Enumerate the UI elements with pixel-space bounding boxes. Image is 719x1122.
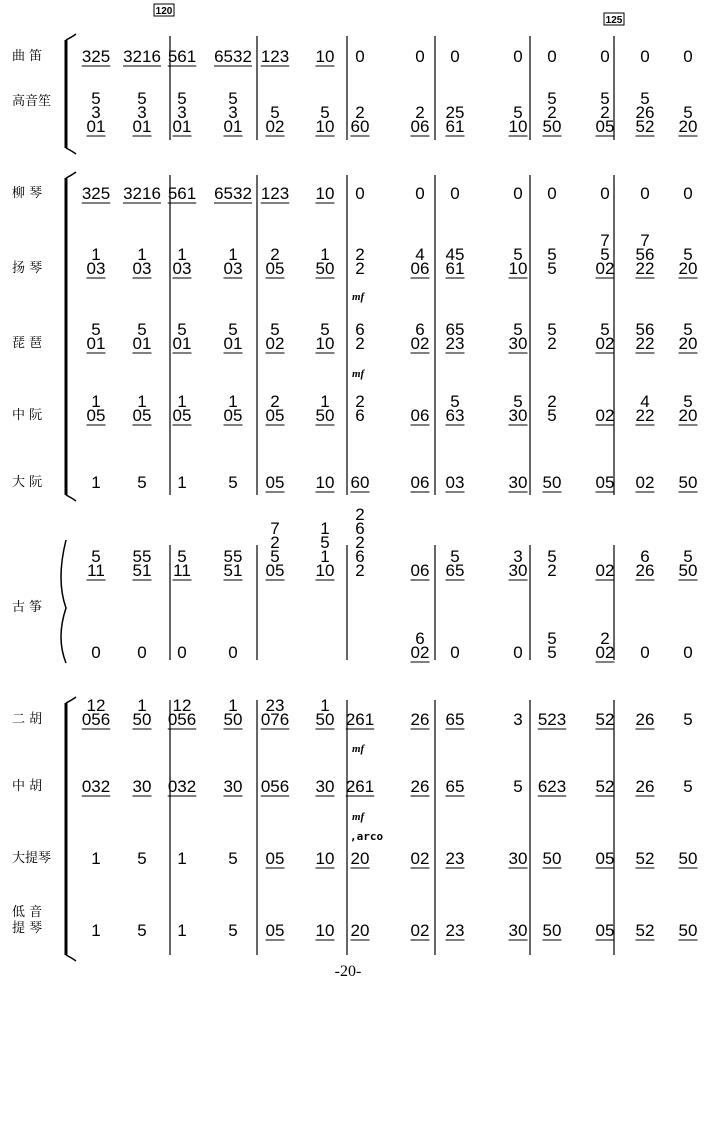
notation-cell: 50 <box>315 259 335 278</box>
notation-cell: 50 <box>678 561 698 580</box>
notation-cell: 325 <box>81 47 111 66</box>
notation-cell: 10 <box>315 921 335 940</box>
notation-cell: 0 <box>355 47 365 66</box>
notation-cell: 30 <box>508 473 528 492</box>
notation-cell: 1 <box>137 392 147 411</box>
notation-cell: 26 <box>635 777 655 796</box>
notation-cell: 1 <box>137 245 147 264</box>
notation-cell: 7 <box>600 231 610 250</box>
notation-cell: 50 <box>542 849 562 868</box>
notation-cell: 5 <box>547 245 557 264</box>
notation-cell: 1 <box>137 696 147 715</box>
notation-cell: 5 <box>177 547 187 566</box>
notation-cell: 23 <box>445 921 465 940</box>
notation-cell: 5 <box>320 320 330 339</box>
notation-cell: 1 <box>91 473 101 492</box>
notation-cell: 30 <box>508 921 528 940</box>
notation-cell: 55 <box>132 547 152 566</box>
notation-cell: 1 <box>228 696 238 715</box>
notation-cell: 02 <box>410 334 430 353</box>
notation-cell: 5 <box>137 89 147 108</box>
notation-cell: 1 <box>91 392 101 411</box>
notation-cell: 5 <box>683 245 693 264</box>
notation-cell: 10 <box>508 117 528 136</box>
notation-cell: 0 <box>415 47 425 66</box>
notation-cell: 05 <box>86 406 106 425</box>
notation-cell: 52 <box>635 117 655 136</box>
notation-cell: 06 <box>410 473 430 492</box>
notation-cell: 30 <box>132 777 152 796</box>
notation-cell: 10 <box>315 184 335 203</box>
notation-cell: 65 <box>445 777 465 796</box>
notation-cell: 22 <box>635 334 655 353</box>
notation-cell: 26 <box>410 777 430 796</box>
notation-cell: 02 <box>595 334 615 353</box>
notation-cell: 1 <box>91 245 101 264</box>
notation-cell: 5 <box>513 777 523 796</box>
dynamic-mf-zhonghu: mf <box>352 811 365 823</box>
notation-cell: 0 <box>513 47 523 66</box>
notation-cell: 50 <box>315 710 335 729</box>
notation-cell: 2 <box>355 533 365 552</box>
notation-cell: 5 <box>513 245 523 264</box>
svg-text:125: 125 <box>605 15 623 26</box>
notation-cell: 02 <box>635 473 655 492</box>
rehearsal-mark-125 <box>604 13 624 26</box>
notation-cell: 2 <box>355 505 365 524</box>
notation-cell: 3 <box>513 547 523 566</box>
notation-cell: 1 <box>177 392 187 411</box>
instrument-label: 中 胡 <box>12 779 43 794</box>
notation-cell: 5 <box>137 921 147 940</box>
notation-cell: 623 <box>537 777 567 796</box>
notation-cell: 5 <box>228 473 238 492</box>
notation-cell: 056 <box>260 777 290 796</box>
notation-cell: 10 <box>315 561 335 580</box>
notation-cell: 1 <box>177 473 187 492</box>
notation-cell: 01 <box>86 334 106 353</box>
notation-cell: 20 <box>350 921 370 940</box>
notation-cell: 6532 <box>214 184 252 203</box>
notation-cell: 2 <box>547 561 557 580</box>
notation-cell: 6 <box>640 547 650 566</box>
notation-cell: 0 <box>683 184 693 203</box>
instrument-label: 提 琴 <box>12 921 43 936</box>
notation-cell: 123 <box>260 47 290 66</box>
notation-cell: 50 <box>542 117 562 136</box>
notation-cell: 0 <box>547 47 557 66</box>
instrument-label: 扬 琴 <box>12 261 43 276</box>
notation-cell: 561 <box>167 184 197 203</box>
instrument-label: 曲 笛 <box>12 49 43 64</box>
notation-cell: 1 <box>177 921 187 940</box>
notation-cell: 26 <box>635 710 655 729</box>
notation-cell: 5 <box>640 89 650 108</box>
notation-cell: 30 <box>508 334 528 353</box>
instrument-label: 二 胡 <box>12 712 43 727</box>
notation-cell: 61 <box>445 117 465 136</box>
instrument-label: 柳 琴 <box>12 186 43 201</box>
notation-cell: 11 <box>87 561 105 580</box>
dynamic-mf-yangqin: mf <box>352 291 365 303</box>
notation-cell: 10 <box>315 47 335 66</box>
notation-cell: 5 <box>270 103 280 122</box>
notation-cell: 52 <box>595 777 615 796</box>
notation-cells <box>82 47 698 940</box>
notation-cell: 05 <box>132 406 152 425</box>
notation-cell: 02 <box>410 921 430 940</box>
notation-cell: 523 <box>537 710 567 729</box>
notation-cell: 0 <box>137 643 147 662</box>
notation-cell: 2 <box>355 392 365 411</box>
notation-cell: 30 <box>508 561 528 580</box>
notation-cell: 5 <box>450 547 460 566</box>
notation-cell: 3 <box>228 103 238 122</box>
notation-cell: 1 <box>320 519 330 538</box>
notation-cell: 5 <box>228 320 238 339</box>
notation-cell: 2 <box>355 561 365 580</box>
notation-cell: 0 <box>91 643 101 662</box>
system-brackets <box>61 34 76 961</box>
notation-cell: 56 <box>635 320 655 339</box>
notation-cell: 51 <box>132 561 152 580</box>
notation-cell: 0 <box>450 643 460 662</box>
notation-cell: 05 <box>265 259 285 278</box>
notation-cell: 50 <box>132 710 152 729</box>
notation-cell: 50 <box>678 849 698 868</box>
notation-cell: 60 <box>350 473 370 492</box>
notation-cell: 5 <box>228 89 238 108</box>
notation-cell: 06 <box>410 117 430 136</box>
notation-cell: 05 <box>595 473 615 492</box>
notation-cell: 0 <box>450 184 460 203</box>
notation-cell: 10 <box>315 849 335 868</box>
notation-cell: 6 <box>355 320 365 339</box>
notation-cell: 65 <box>445 710 465 729</box>
notation-cell: 2 <box>270 533 280 552</box>
notation-cell: 0 <box>355 184 365 203</box>
notation-cell: 056 <box>81 710 111 729</box>
notation-cell: 2 <box>270 392 280 411</box>
notation-cell: 05 <box>265 473 285 492</box>
notation-cell: 2 <box>547 334 557 353</box>
notation-cell: 6 <box>415 320 425 339</box>
notation-cell: 0 <box>683 47 693 66</box>
notation-cell: 5 <box>547 320 557 339</box>
notation-cell: 0 <box>513 184 523 203</box>
notation-cell: 5 <box>177 320 187 339</box>
notation-cell: 0 <box>600 47 610 66</box>
notation-cell: 1 <box>228 245 238 264</box>
notation-cell: 5 <box>547 629 557 648</box>
notation-cell: 05 <box>223 406 243 425</box>
notation-cell: 50 <box>678 921 698 940</box>
notation-cell: 6532 <box>214 47 252 66</box>
notation-cell: 03 <box>86 259 106 278</box>
svg-text:120: 120 <box>155 6 173 17</box>
notation-cell: 50 <box>542 921 562 940</box>
notation-cell: 02 <box>265 117 285 136</box>
instrument-label: 中 阮 <box>12 408 43 423</box>
notation-cell: 10 <box>508 259 528 278</box>
notation-cell: 5 <box>600 89 610 108</box>
notation-cell: 52 <box>595 710 615 729</box>
notation-cell: 0 <box>177 643 187 662</box>
notation-cell: 032 <box>167 777 197 796</box>
notation-cell: 01 <box>172 117 192 136</box>
notation-cell: 0 <box>600 184 610 203</box>
notation-cell: 61 <box>445 259 465 278</box>
notation-cell: 5 <box>450 392 460 411</box>
instrument-label: 大提琴 <box>12 851 52 866</box>
notation-cell: 01 <box>132 117 152 136</box>
notation-cell: 02 <box>595 561 615 580</box>
notation-cell: 60 <box>350 117 370 136</box>
notation-cell: 6 <box>355 547 365 566</box>
notation-cell: 6 <box>355 519 365 538</box>
instrument-label: 琵 琶 <box>12 336 43 351</box>
notation-cell: 1 <box>320 245 330 264</box>
notation-cell: 20 <box>678 406 698 425</box>
notation-cell: 06 <box>410 259 430 278</box>
notation-cell: 23 <box>445 334 465 353</box>
notation-cell: 5 <box>683 547 693 566</box>
instrument-label: 古 筝 <box>12 600 43 615</box>
notation-cell: 3216 <box>123 184 161 203</box>
notation-cell: 261 <box>345 710 375 729</box>
notation-cell: 5 <box>137 849 147 868</box>
notation-cell: 123 <box>260 184 290 203</box>
notation-cell: 05 <box>265 849 285 868</box>
notation-cell: 02 <box>595 259 615 278</box>
notation-cell: 4 <box>415 245 425 264</box>
notation-cell: 5 <box>683 777 693 796</box>
notation-cell: 05 <box>265 406 285 425</box>
notation-cell: 5 <box>513 103 523 122</box>
notation-cell: 0 <box>513 643 523 662</box>
notation-cell: 30 <box>223 777 243 796</box>
notation-cell: 5 <box>547 406 557 425</box>
notation-cell: 1 <box>228 392 238 411</box>
notation-cell: 01 <box>223 334 243 353</box>
notation-cell: 0 <box>640 643 650 662</box>
notation-cell: 06 <box>410 406 430 425</box>
notation-cell: 05 <box>595 921 615 940</box>
notation-cell: 5 <box>683 103 693 122</box>
notation-cell: 06 <box>410 561 430 580</box>
notation-cell: 261 <box>345 777 375 796</box>
arco-marking: ,arco <box>350 830 384 843</box>
notation-cell: 2 <box>415 103 425 122</box>
notation-cell: 03 <box>445 473 465 492</box>
notation-cell: 5 <box>683 392 693 411</box>
notation-cell: 12 <box>86 696 106 715</box>
notation-cell: 2 <box>547 103 557 122</box>
notation-cell: 05 <box>595 117 615 136</box>
notation-cell: 02 <box>595 643 615 662</box>
notation-cell: 0 <box>415 184 425 203</box>
notation-cell: 52 <box>635 849 655 868</box>
notation-cell: 1 <box>177 245 187 264</box>
notation-cell: 1 <box>320 696 330 715</box>
notation-cell: 02 <box>410 849 430 868</box>
notation-cell: 5 <box>547 547 557 566</box>
notation-cell: 5 <box>683 320 693 339</box>
notation-cell: 01 <box>223 117 243 136</box>
notation-cell: 6 <box>415 629 425 648</box>
notation-cell: 1 <box>320 392 330 411</box>
dynamic-mf-pipa: mf <box>352 368 365 380</box>
notation-cell: 5 <box>91 89 101 108</box>
notation-cell: 10 <box>315 473 335 492</box>
notation-cell: 22 <box>635 406 655 425</box>
notation-cell: 01 <box>132 334 152 353</box>
instrument-label: 高音笙 <box>12 94 52 109</box>
notation-cell: 5 <box>683 710 693 729</box>
notation-cell: 5 <box>228 849 238 868</box>
notation-cell: 03 <box>172 259 192 278</box>
notation-cell: 032 <box>81 777 111 796</box>
notation-cell: 3 <box>513 710 523 729</box>
notation-cell: 01 <box>86 117 106 136</box>
notation-cell: 20 <box>350 849 370 868</box>
notation-cell: 23 <box>265 696 285 715</box>
notation-cell: 325 <box>81 184 111 203</box>
guzheng-brace <box>61 540 66 663</box>
notation-cell: 45 <box>445 245 465 264</box>
notation-cell: 26 <box>635 103 655 122</box>
notation-cell: 30 <box>508 406 528 425</box>
notation-cell: 56 <box>635 245 655 264</box>
notation-cell: 03 <box>132 259 152 278</box>
notation-cell: 076 <box>260 710 290 729</box>
notation-cell: 5 <box>600 245 610 264</box>
notation-cell: 5 <box>547 643 557 662</box>
notation-cell: 3 <box>91 103 101 122</box>
dynamic-mf-erhu: mf <box>352 743 365 755</box>
notation-cell: 5 <box>270 320 280 339</box>
notation-cell: 0 <box>640 184 650 203</box>
notation-cell: 10 <box>315 117 335 136</box>
notation-cell: 5 <box>547 259 557 278</box>
notation-cell: 1 <box>177 849 187 868</box>
notation-cell: 05 <box>595 849 615 868</box>
notation-cell: 5 <box>320 533 330 552</box>
notation-cell: 5 <box>137 320 147 339</box>
notation-cell: 30 <box>508 849 528 868</box>
notation-cell: 5 <box>600 320 610 339</box>
notation-cell: 50 <box>223 710 243 729</box>
notation-cell: 0 <box>683 643 693 662</box>
notation-cell: 0 <box>640 47 650 66</box>
notation-cell: 4 <box>640 392 650 411</box>
notation-cell: 23 <box>445 849 465 868</box>
notation-cell: 03 <box>223 259 243 278</box>
notation-cell: 1 <box>320 547 330 566</box>
notation-cell: 5 <box>91 547 101 566</box>
notation-cell: 2 <box>600 629 610 648</box>
notation-cell: 2 <box>600 103 610 122</box>
notation-cell: 5 <box>320 103 330 122</box>
notation-cell: 1 <box>91 921 101 940</box>
notation-cell: 50 <box>315 406 335 425</box>
notation-cell: 02 <box>265 334 285 353</box>
notation-cell: 02 <box>410 643 430 662</box>
notation-cell: 2 <box>355 245 365 264</box>
notation-cell: 65 <box>445 320 465 339</box>
notation-cell: 05 <box>265 561 285 580</box>
notation-cell: 12 <box>172 696 192 715</box>
notation-cell: 11 <box>173 561 191 580</box>
notation-cell: 20 <box>678 117 698 136</box>
notation-cell: 50 <box>678 473 698 492</box>
notation-cell: 20 <box>678 259 698 278</box>
notation-cell: 26 <box>410 710 430 729</box>
notation-cell: 2 <box>547 392 557 411</box>
notation-cell: 6 <box>355 406 365 425</box>
notation-cell: 22 <box>635 259 655 278</box>
notation-cell: 5 <box>228 921 238 940</box>
notation-cell: 25 <box>445 103 465 122</box>
notation-cell: 55 <box>223 547 243 566</box>
notation-cell: 2 <box>355 259 365 278</box>
notation-cell: 2 <box>355 103 365 122</box>
notation-cell: 3216 <box>123 47 161 66</box>
notation-cell: 10 <box>315 334 335 353</box>
notation-cell: 5 <box>177 89 187 108</box>
notation-cell: 2 <box>270 245 280 264</box>
notation-cell: 5 <box>513 392 523 411</box>
notation-cell: 50 <box>542 473 562 492</box>
notation-cell: 65 <box>445 561 465 580</box>
notation-cell: 05 <box>172 406 192 425</box>
instrument-labels <box>12 49 51 936</box>
notation-cell: 3 <box>137 103 147 122</box>
notation-cell: 02 <box>595 406 615 425</box>
notation-cell: 5 <box>91 320 101 339</box>
notation-cell: 056 <box>167 710 197 729</box>
instrument-label: 低 音 <box>12 905 43 920</box>
notation-cell: 7 <box>640 231 650 250</box>
page-number: -20- <box>334 963 362 980</box>
notation-cell: 3 <box>177 103 187 122</box>
notation-cell: 01 <box>172 334 192 353</box>
notation-cell: 561 <box>167 47 197 66</box>
notation-cell: 20 <box>678 334 698 353</box>
notation-cell: 63 <box>445 406 465 425</box>
notation-cell: 52 <box>635 921 655 940</box>
notation-cell: 51 <box>223 561 243 580</box>
notation-cell: 5 <box>270 547 280 566</box>
notation-cell: 05 <box>265 921 285 940</box>
notation-cell: 0 <box>450 47 460 66</box>
notation-cell: 5 <box>137 473 147 492</box>
notation-cell: 5 <box>513 320 523 339</box>
barlines <box>167 36 614 955</box>
notation-cell: 1 <box>91 849 101 868</box>
notation-cell: 0 <box>228 643 238 662</box>
instrument-label: 大 阮 <box>12 475 43 490</box>
notation-cell: 5 <box>547 89 557 108</box>
rehearsal-mark-120 <box>154 4 174 17</box>
notation-cell: 7 <box>270 519 280 538</box>
notation-cell: 30 <box>315 777 335 796</box>
notation-cell: 2 <box>355 334 365 353</box>
notation-cell: 26 <box>635 561 655 580</box>
notation-cell: 0 <box>547 184 557 203</box>
